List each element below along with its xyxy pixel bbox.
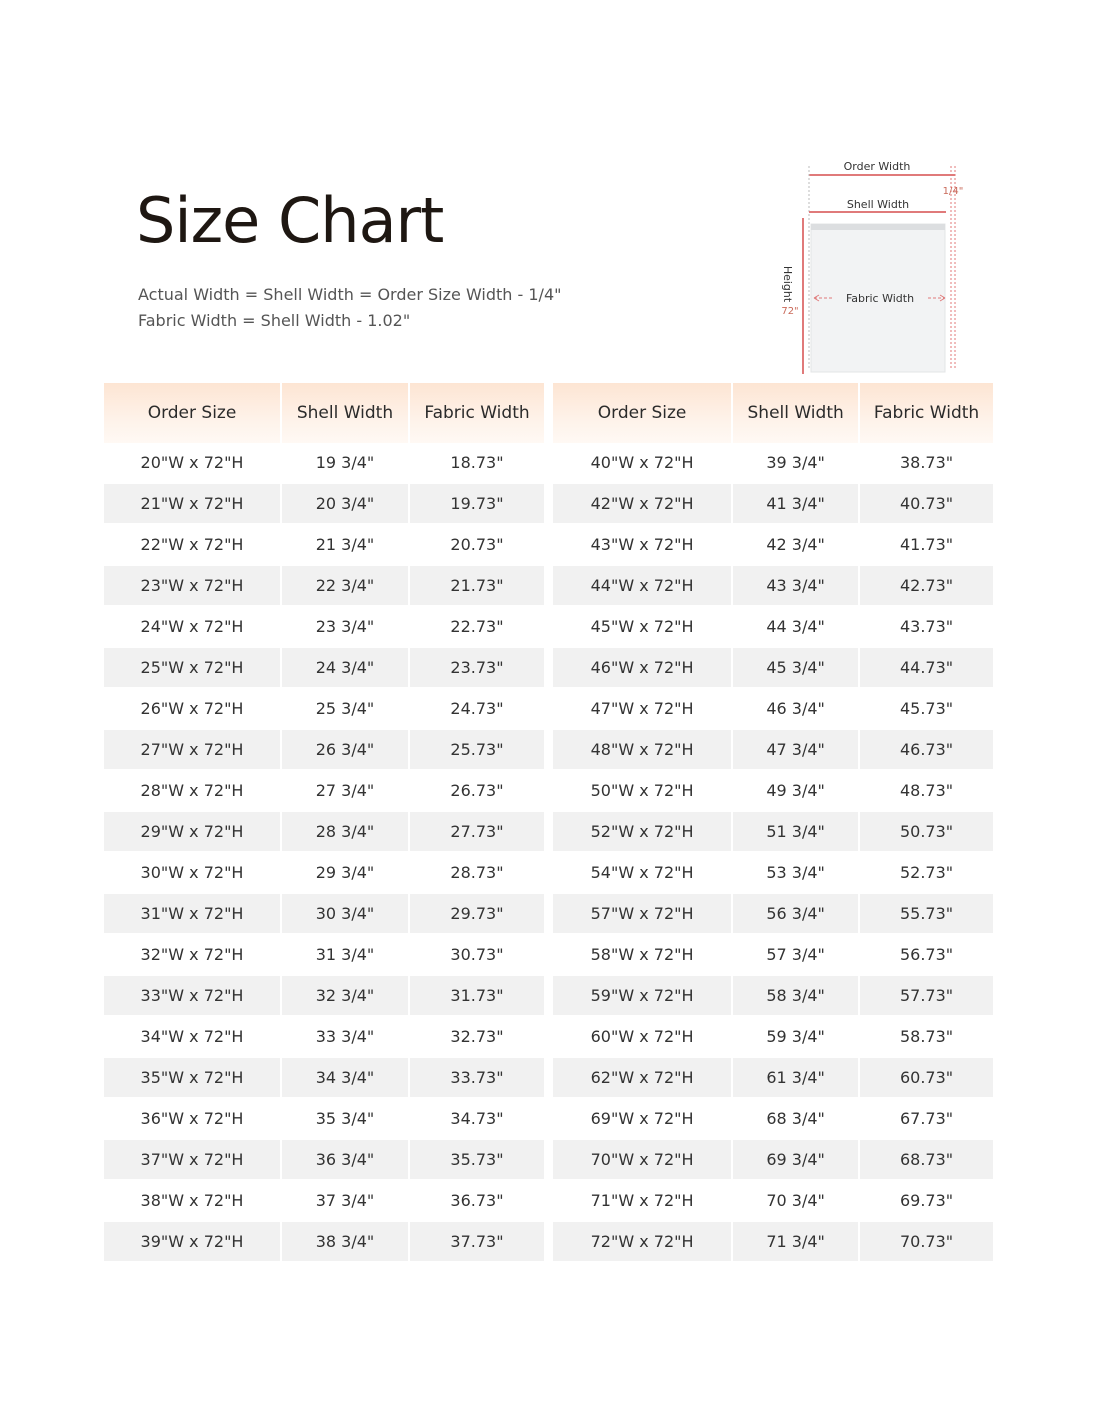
cell-shell-width: 28 3/4": [282, 812, 410, 853]
cell-shell-width: 71 3/4": [733, 1222, 860, 1263]
cell-order-size: 50"W x 72"H: [553, 771, 733, 812]
cell-order-size: 71"W x 72"H: [553, 1181, 733, 1222]
cell-shell-width: 58 3/4": [733, 976, 860, 1017]
cell-shell-width: 49 3/4": [733, 771, 860, 812]
cell-fabric-width: 21.73": [410, 566, 544, 607]
table-row: [104, 1222, 544, 1263]
cell-fabric-width: 26.73": [410, 771, 544, 812]
cell-order-size: 32"W x 72"H: [104, 935, 282, 976]
offset-label: 1/4": [942, 186, 964, 197]
table-row: [553, 1058, 993, 1099]
cell-order-size: 28"W x 72"H: [104, 771, 282, 812]
cell-shell-width: 51 3/4": [733, 812, 860, 853]
cell-fabric-width: 27.73": [410, 812, 544, 853]
formula-actual-width: Actual Width = Shell Width = Order Size Width - 1/4": [138, 285, 562, 304]
cell-order-size: 33"W x 72"H: [104, 976, 282, 1017]
table-row: [104, 1017, 544, 1058]
cell-shell-width: 45 3/4": [733, 648, 860, 689]
cell-order-size: 40"W x 72"H: [553, 443, 733, 484]
table-row: [553, 771, 993, 812]
header-fabric-width: Fabric Width: [860, 383, 993, 443]
cell-shell-width: 70 3/4": [733, 1181, 860, 1222]
table-row: [104, 1181, 544, 1222]
table-row: [553, 689, 993, 730]
cell-order-size: 48"W x 72"H: [553, 730, 733, 771]
cell-fabric-width: 43.73": [860, 607, 993, 648]
cell-fabric-width: 58.73": [860, 1017, 993, 1058]
table-row: [104, 894, 544, 935]
cell-fabric-width: 69.73": [860, 1181, 993, 1222]
cell-fabric-width: 19.73": [410, 484, 544, 525]
cell-order-size: 42"W x 72"H: [553, 484, 733, 525]
cell-shell-width: 32 3/4": [282, 976, 410, 1017]
cell-shell-width: 53 3/4": [733, 853, 860, 894]
cell-fabric-width: 28.73": [410, 853, 544, 894]
page-title: Size Chart: [136, 184, 444, 257]
table-row: [104, 443, 544, 484]
table-row: [104, 853, 544, 894]
table-row: [553, 1140, 993, 1181]
cell-shell-width: 43 3/4": [733, 566, 860, 607]
cell-order-size: 30"W x 72"H: [104, 853, 282, 894]
cell-fabric-width: 33.73": [410, 1058, 544, 1099]
header-order-size: Order Size: [104, 383, 282, 443]
cell-shell-width: 61 3/4": [733, 1058, 860, 1099]
cell-shell-width: 24 3/4": [282, 648, 410, 689]
cell-fabric-width: 67.73": [860, 1099, 993, 1140]
cell-fabric-width: 40.73": [860, 484, 993, 525]
table-row: [104, 648, 544, 689]
table-row: [553, 566, 993, 607]
table-row: [104, 525, 544, 566]
cell-fabric-width: 35.73": [410, 1140, 544, 1181]
cell-fabric-width: 48.73": [860, 771, 993, 812]
cell-order-size: 26"W x 72"H: [104, 689, 282, 730]
table-row: [104, 566, 544, 607]
cell-fabric-width: 32.73": [410, 1017, 544, 1058]
table-row: [104, 607, 544, 648]
cell-shell-width: 31 3/4": [282, 935, 410, 976]
cell-order-size: 38"W x 72"H: [104, 1181, 282, 1222]
cell-shell-width: 56 3/4": [733, 894, 860, 935]
cell-order-size: 23"W x 72"H: [104, 566, 282, 607]
cell-fabric-width: 44.73": [860, 648, 993, 689]
table-row: [104, 771, 544, 812]
cell-fabric-width: 38.73": [860, 443, 993, 484]
cell-fabric-width: 57.73": [860, 976, 993, 1017]
cell-order-size: 57"W x 72"H: [553, 894, 733, 935]
header-fabric-width: Fabric Width: [410, 383, 544, 443]
header-shell-width: Shell Width: [282, 383, 410, 443]
table-row: [104, 812, 544, 853]
cell-order-size: 34"W x 72"H: [104, 1017, 282, 1058]
table-header-row: [553, 383, 993, 443]
table-row: [553, 935, 993, 976]
cell-order-size: 36"W x 72"H: [104, 1099, 282, 1140]
cell-shell-width: 33 3/4": [282, 1017, 410, 1058]
table-row: [104, 976, 544, 1017]
cell-order-size: 70"W x 72"H: [553, 1140, 733, 1181]
cell-order-size: 27"W x 72"H: [104, 730, 282, 771]
header-order-size: Order Size: [553, 383, 733, 443]
cell-fabric-width: 37.73": [410, 1222, 544, 1263]
cell-fabric-width: 20.73": [410, 525, 544, 566]
cell-order-size: 59"W x 72"H: [553, 976, 733, 1017]
cell-order-size: 44"W x 72"H: [553, 566, 733, 607]
cell-order-size: 37"W x 72"H: [104, 1140, 282, 1181]
table-row: [104, 1140, 544, 1181]
cell-order-size: 29"W x 72"H: [104, 812, 282, 853]
cell-shell-width: 69 3/4": [733, 1140, 860, 1181]
table-row: [104, 730, 544, 771]
formula-fabric-width: Fabric Width = Shell Width - 1.02": [138, 311, 411, 330]
table-row: [553, 894, 993, 935]
table-header-row: [104, 383, 544, 443]
cell-fabric-width: 18.73": [410, 443, 544, 484]
cell-order-size: 69"W x 72"H: [553, 1099, 733, 1140]
height-label: Height: [781, 265, 794, 303]
table-row: [553, 607, 993, 648]
height-value: 72": [781, 306, 799, 317]
cell-shell-width: 42 3/4": [733, 525, 860, 566]
cell-fabric-width: 31.73": [410, 976, 544, 1017]
cell-shell-width: 46 3/4": [733, 689, 860, 730]
table-row: [553, 1099, 993, 1140]
fabric-width-label: Fabric Width: [845, 292, 915, 305]
cell-fabric-width: 68.73": [860, 1140, 993, 1181]
cell-fabric-width: 55.73": [860, 894, 993, 935]
cell-shell-width: 23 3/4": [282, 607, 410, 648]
cell-fabric-width: 36.73": [410, 1181, 544, 1222]
size-table-right: [553, 383, 993, 1263]
cell-order-size: 21"W x 72"H: [104, 484, 282, 525]
cell-order-size: 20"W x 72"H: [104, 443, 282, 484]
cell-fabric-width: 30.73": [410, 935, 544, 976]
cell-fabric-width: 60.73": [860, 1058, 993, 1099]
cell-order-size: 22"W x 72"H: [104, 525, 282, 566]
table-row: [553, 484, 993, 525]
cell-order-size: 54"W x 72"H: [553, 853, 733, 894]
cell-fabric-width: 56.73": [860, 935, 993, 976]
table-row: [104, 484, 544, 525]
table-row: [553, 648, 993, 689]
cell-shell-width: 22 3/4": [282, 566, 410, 607]
table-row: [104, 689, 544, 730]
cell-fabric-width: 45.73": [860, 689, 993, 730]
cell-shell-width: 35 3/4": [282, 1099, 410, 1140]
cell-order-size: 58"W x 72"H: [553, 935, 733, 976]
cell-order-size: 52"W x 72"H: [553, 812, 733, 853]
order-width-label: Order Width: [843, 160, 911, 173]
table-row: [553, 730, 993, 771]
cell-order-size: 24"W x 72"H: [104, 607, 282, 648]
cell-fabric-width: 29.73": [410, 894, 544, 935]
header-shell-width: Shell Width: [733, 383, 860, 443]
cell-order-size: 47"W x 72"H: [553, 689, 733, 730]
table-row: [553, 853, 993, 894]
cell-shell-width: 27 3/4": [282, 771, 410, 812]
cell-fabric-width: 46.73": [860, 730, 993, 771]
cell-shell-width: 25 3/4": [282, 689, 410, 730]
cell-fabric-width: 25.73": [410, 730, 544, 771]
cell-fabric-width: 34.73": [410, 1099, 544, 1140]
table-row: [553, 443, 993, 484]
cell-shell-width: 30 3/4": [282, 894, 410, 935]
table-row: [104, 1058, 544, 1099]
cell-order-size: 31"W x 72"H: [104, 894, 282, 935]
cell-fabric-width: 52.73": [860, 853, 993, 894]
cell-order-size: 62"W x 72"H: [553, 1058, 733, 1099]
cell-fabric-width: 50.73": [860, 812, 993, 853]
cell-shell-width: 47 3/4": [733, 730, 860, 771]
cell-order-size: 72"W x 72"H: [553, 1222, 733, 1263]
cell-order-size: 46"W x 72"H: [553, 648, 733, 689]
cell-order-size: 60"W x 72"H: [553, 1017, 733, 1058]
cell-fabric-width: 22.73": [410, 607, 544, 648]
table-row: [104, 935, 544, 976]
size-table-left: [104, 383, 544, 1263]
cell-order-size: 35"W x 72"H: [104, 1058, 282, 1099]
table-row: [553, 1222, 993, 1263]
cell-shell-width: 59 3/4": [733, 1017, 860, 1058]
cell-order-size: 45"W x 72"H: [553, 607, 733, 648]
shell-width-label: Shell Width: [846, 198, 910, 211]
cell-shell-width: 44 3/4": [733, 607, 860, 648]
table-row: [553, 525, 993, 566]
cell-fabric-width: 41.73": [860, 525, 993, 566]
cell-shell-width: 21 3/4": [282, 525, 410, 566]
cell-order-size: 25"W x 72"H: [104, 648, 282, 689]
cell-shell-width: 34 3/4": [282, 1058, 410, 1099]
cell-shell-width: 37 3/4": [282, 1181, 410, 1222]
table-row: [104, 1099, 544, 1140]
cell-order-size: 39"W x 72"H: [104, 1222, 282, 1263]
cell-fabric-width: 70.73": [860, 1222, 993, 1263]
cell-shell-width: 41 3/4": [733, 484, 860, 525]
blind-dimension-diagram: [776, 156, 972, 378]
cell-shell-width: 20 3/4": [282, 484, 410, 525]
table-row: [553, 976, 993, 1017]
table-row: [553, 1181, 993, 1222]
cell-shell-width: 38 3/4": [282, 1222, 410, 1263]
cell-fabric-width: 23.73": [410, 648, 544, 689]
cell-fabric-width: 24.73": [410, 689, 544, 730]
cell-shell-width: 39 3/4": [733, 443, 860, 484]
cell-shell-width: 29 3/4": [282, 853, 410, 894]
table-row: [553, 1017, 993, 1058]
cell-shell-width: 68 3/4": [733, 1099, 860, 1140]
cell-shell-width: 19 3/4": [282, 443, 410, 484]
cell-order-size: 43"W x 72"H: [553, 525, 733, 566]
cell-fabric-width: 42.73": [860, 566, 993, 607]
cell-shell-width: 36 3/4": [282, 1140, 410, 1181]
cell-shell-width: 26 3/4": [282, 730, 410, 771]
cell-shell-width: 57 3/4": [733, 935, 860, 976]
table-row: [553, 812, 993, 853]
